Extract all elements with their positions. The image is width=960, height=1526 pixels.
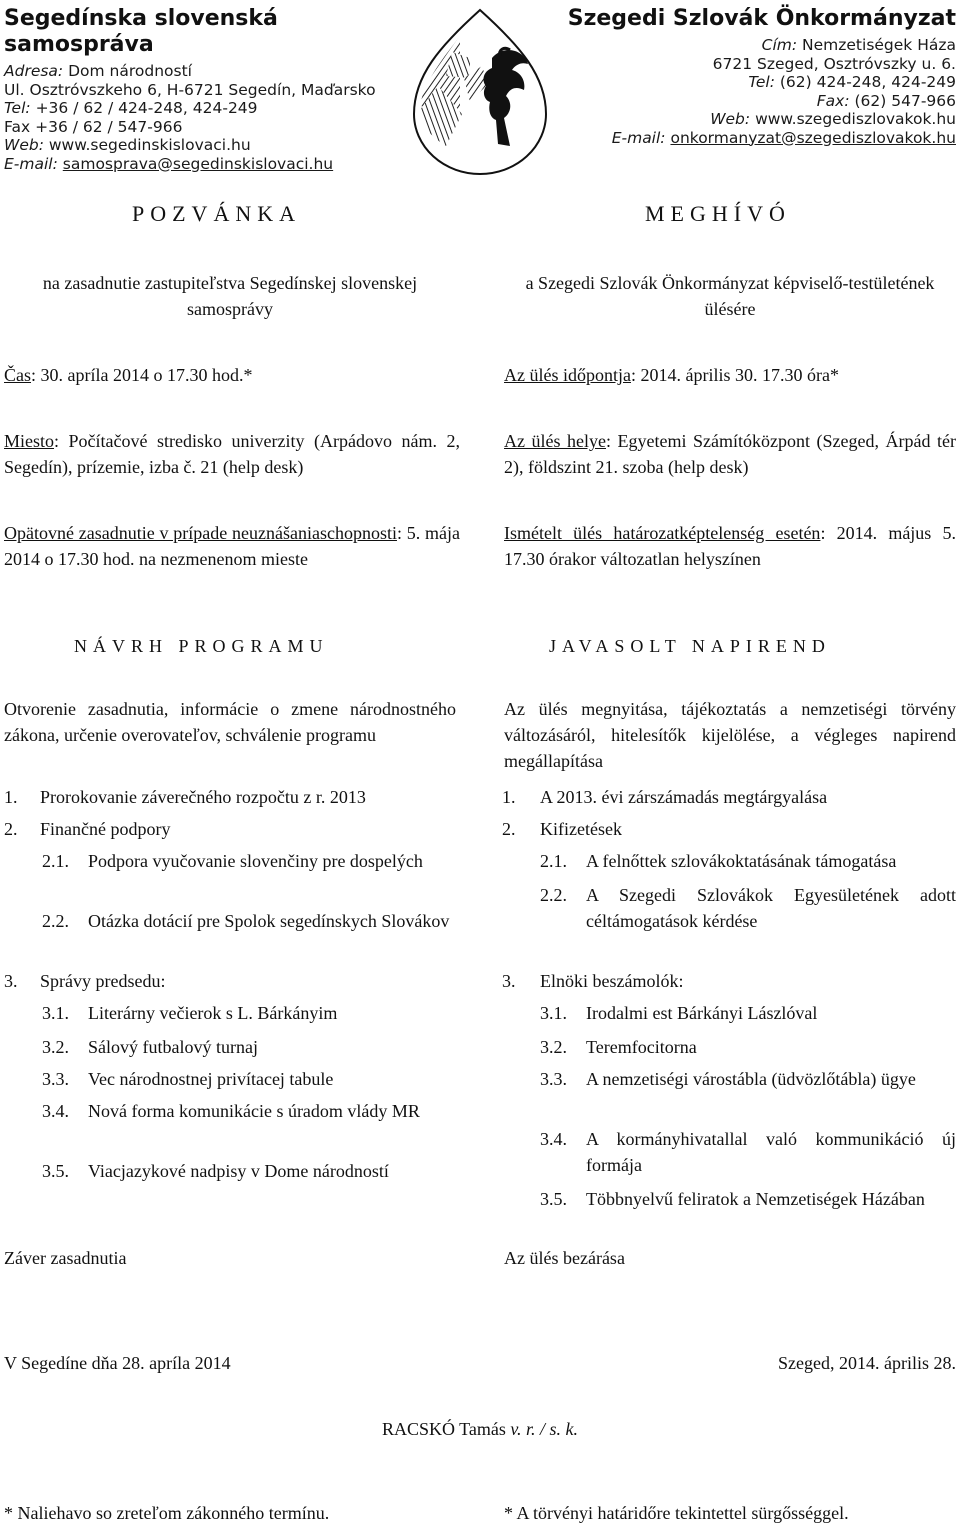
address-hu: Cím: Nemzetiségek Háza: [761, 36, 956, 54]
date-hu: Szeged, 2014. április 28.: [778, 1353, 956, 1373]
address-sk: Adresa: Dom národností: [4, 62, 192, 80]
email-link-hu[interactable]: onkormanyzat@szegediszlovakok.hu: [670, 128, 956, 147]
tel-sk: Tel: +36 / 62 / 424-248, 424-249: [4, 99, 258, 117]
email-link-sk[interactable]: samosprava@segedinskislovaci.hu: [62, 154, 334, 173]
footnote-hu: * A törvényi határidőre tekintettel sürgősséggel.: [504, 1503, 849, 1523]
date-sk: V Segedíne dňa 28. apríla 2014: [4, 1353, 231, 1373]
web-link-sk[interactable]: www.segedinskislovaci.hu: [48, 136, 251, 154]
web-hu: Web: www.szegediszlovakok.hu: [710, 110, 956, 128]
program-intro-sk: Otvorenie zasadnutia, informácie o zmene národnostného zákona, určenie overovateľov, schválenie programu: [4, 699, 456, 745]
fax-hu: Fax: (62) 547-966: [816, 91, 956, 110]
closing-hu: Az ülés bezárása: [504, 1248, 625, 1268]
heading-hu: MEGHÍVÓ: [645, 201, 791, 226]
org-title-sk: Segedínska slovenská samospráva: [4, 6, 278, 57]
subtitle-sk: na zasadnutie zastupiteľstva Segedínskej slovenskej samosprávy: [42, 273, 418, 319]
web-link-hu[interactable]: www.szegediszlovakok.hu: [755, 110, 956, 128]
signature: [0, 1416, 960, 1442]
email-hu: E-mail: onkormanyzat@szegediszlovakok.hu: [611, 128, 956, 147]
place-sk: Miesto: Počítačové stredisko univerzity (Arpádovo nám. 2, Segedín), prízemie, izba č. 21 (help desk): [4, 431, 460, 477]
subtitle-hu: a Szegedi Szlovák Önkormányzat képviselő-testületének ülésére: [525, 273, 935, 319]
email-sk: E-mail: samosprava@segedinskislovaci.hu: [4, 154, 334, 173]
web-sk: Web: www.segedinskislovaci.hu: [4, 136, 251, 154]
repeat-sk: Opätovné zasadnutie v prípade neuznášaniaschopnosti: 5. mája 2014 o 17.30 hod. na nezmenenom mieste: [4, 523, 460, 569]
org-title-hu: Szegedi Szlovák Önkormányzat: [567, 6, 956, 31]
fax-sk: Fax +36 / 62 / 547-966: [4, 117, 183, 136]
signatory-name: RACSKÓ Tamás: [381, 1419, 506, 1439]
heading-sk: POZVÁNKA: [132, 201, 301, 226]
repeat-hu: Ismételt ülés határozatképtelenség esetén: 2014. május 5. 17.30 órakor változatlan helyszínen: [504, 523, 956, 569]
program-heading-sk: NÁVRH PROGRAMU: [74, 636, 329, 656]
program-heading-hu: JAVASOLT NAPIREND: [549, 636, 831, 656]
program-list-sk: 1. Prorokovanie záverečného rozpočtu z r. 2013 2. Finančné podpory 2.1. Podpora vyučovanie slovenčiny pre dospelých 2.2. Otázka dotácií pre Spolok segedínskych Slovákov 3. Správy predsedu: 3.1. Literárny večierok s L. Bárkányim 3.2. Sálový futbalový turnaj 3.3. Vec národnostnej privítacej tabule 3.4. Nová forma komunikácie s úradom vlády MR 3.5. Viacjazykové nadpisy v Dome národností: [4, 787, 450, 1181]
address-line-sk: Ul. Osztróvszkeho 6, H-6721 Segedín, Maďarsko: [4, 80, 376, 99]
footnote-sk: * Naliehavo so zreteľom zákonného termínu.: [4, 1503, 330, 1523]
closing-sk: Záver zasadnutia: [4, 1248, 127, 1268]
time-sk: Čas: 30. apríla 2014 o 17.30 hod.*: [4, 365, 253, 385]
program-list-hu: 1. A 2013. évi zárszámadás megtárgyalása 2. Kifizetések 2.1. A felnőttek szlovákoktatásának támogatása 2.2. A Szegedi Szlovákok Egyesületének adott céltámogatások kérdése 3. Elnöki beszámolók: 3.1. Irodalmi est Bárkányi Lászlóval 3.2. Teremfocitorna 3.3. A nemzetiségi várostábla (üdvözlőtábla) ügye 3.4. A kormányhivatallal való kommunikáció új formája 3.5. Többnyelvű feliratok a Nemzetiségek Házában: [502, 787, 956, 1209]
signature-note: v. r. / s. k.: [510, 1419, 579, 1439]
place-hu: Az ülés helye: Egyetemi Számítóközpont (Szeged, Árpád tér 2), földszint 21. szoba (help desk): [504, 431, 956, 477]
tel-hu: Tel: (62) 424-248, 424-249: [748, 73, 956, 91]
address-line-hu: 6721 Szeged, Osztróvszky u. 6.: [712, 54, 956, 73]
time-hu: Az ülés időpontja: 2014. április 30. 17.30 óra*: [504, 365, 839, 385]
program-intro-hu: Az ülés megnyitása, tájékoztatás a nemzetiségi törvény változásáról, hitelesítők kijelölése, a végleges napirend megállapítása: [504, 699, 956, 771]
